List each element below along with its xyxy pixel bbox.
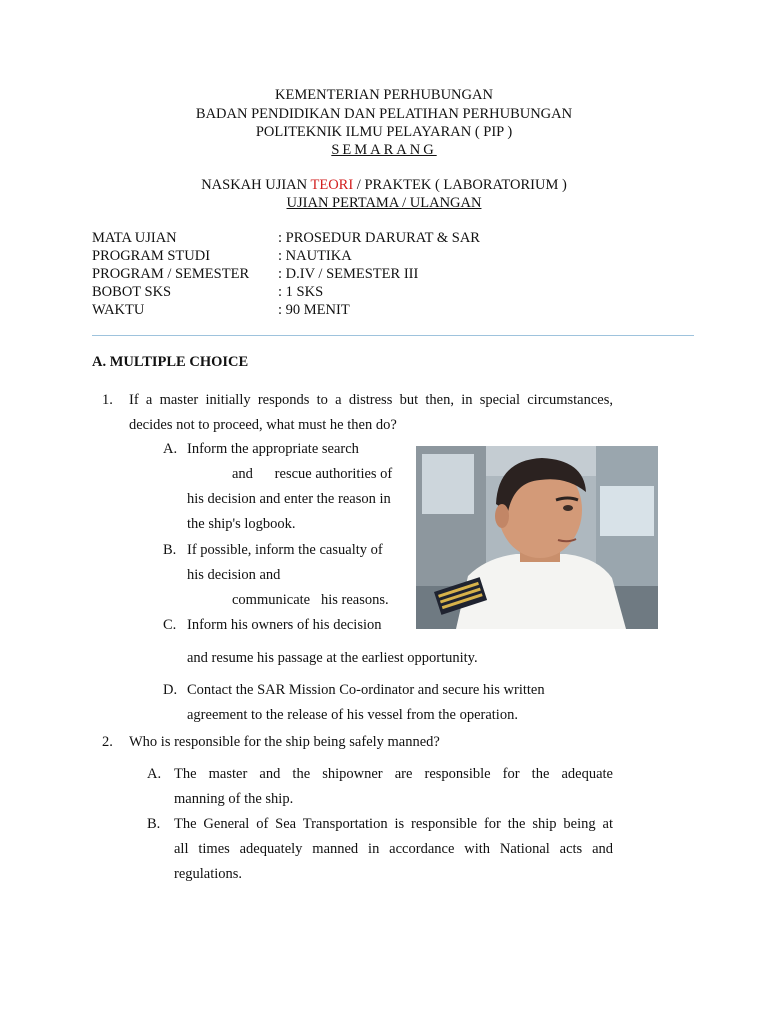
option-letter: C. xyxy=(163,617,177,633)
option-text: Inform his owners of his decision xyxy=(187,617,382,633)
city-name: SEMARANG xyxy=(331,142,437,158)
option-letter: A. xyxy=(147,766,162,782)
question-number: 2. xyxy=(102,734,113,750)
question-text: decides not to proceed, what must he then do? xyxy=(129,417,397,433)
question-number: 1. xyxy=(102,392,113,408)
exam-title-highlight: TEORI xyxy=(310,177,354,193)
option-text: and rescue authorities of xyxy=(232,466,393,482)
info-row xyxy=(92,283,480,301)
question-text: Who is responsible for the ship being safely manned? xyxy=(129,734,440,750)
info-row xyxy=(92,229,480,247)
section-title: A. MULTIPLE CHOICE xyxy=(92,354,249,370)
info-value: : PROSEDUR DARURAT & SAR xyxy=(278,230,480,246)
option-text: the ship's logbook. xyxy=(187,516,296,532)
institution-name: POLITEKNIK ILMU PELAYARAN ( PIP ) xyxy=(255,124,513,140)
divider xyxy=(92,335,694,336)
option-text: all times adequately manned in accordance with National acts and xyxy=(174,841,613,857)
option-letter: B. xyxy=(163,542,177,558)
question-text: If a master initially responds to a distress but then, in special circumstances, xyxy=(129,392,613,408)
option-letter: D. xyxy=(163,682,178,698)
officer-illustration xyxy=(416,446,658,629)
info-key: BOBOT SKS xyxy=(92,284,172,300)
info-row xyxy=(92,265,480,283)
exam-subtitle-line xyxy=(0,194,768,213)
option-text: and resume his passage at the earliest opportunity. xyxy=(187,650,478,666)
option-text: The master and the shipowner are responsible for the adequate xyxy=(174,766,613,782)
info-value: : D.IV / SEMESTER III xyxy=(278,266,419,282)
city-line xyxy=(0,141,768,160)
exam-title xyxy=(0,176,768,195)
info-value: : 1 SKS xyxy=(278,284,324,300)
info-row xyxy=(92,301,480,319)
agency-name: BADAN PENDIDIKAN DAN PELATIHAN PERHUBUNGAN xyxy=(195,106,573,122)
option-text: If possible, inform the casualty of xyxy=(187,542,383,558)
option-text: communicate his reasons. xyxy=(232,592,389,608)
info-key: MATA UJIAN xyxy=(92,230,177,246)
option-text: agreement to the release of his vessel from the operation. xyxy=(187,707,518,723)
option-letter: A. xyxy=(163,441,178,457)
ministry-name: KEMENTERIAN PERHUBUNGAN xyxy=(275,87,493,103)
option-text: manning of the ship. xyxy=(174,791,294,807)
option-letter: B. xyxy=(147,816,161,832)
option-text: his decision and enter the reason in xyxy=(187,491,391,507)
option-text: The General of Sea Transportation is responsible for the ship being at xyxy=(174,816,613,832)
exam-info xyxy=(92,229,480,319)
info-key: WAKTU xyxy=(92,302,145,318)
option-text: his decision and xyxy=(187,567,281,583)
exam-title-prefix: NASKAH UJIAN xyxy=(201,177,311,193)
info-key: PROGRAM STUDI xyxy=(92,248,211,264)
info-value: : 90 MENIT xyxy=(278,302,350,318)
exam-subtitle: UJIAN PERTAMA / ULANGAN xyxy=(286,195,482,211)
option-text: Contact the SAR Mission Co-ordinator and secure his written xyxy=(187,682,545,698)
ship-officer-photo xyxy=(416,446,658,629)
info-key: PROGRAM / SEMESTER xyxy=(92,266,250,282)
option-text: regulations. xyxy=(174,866,243,882)
exam-title-suffix: / PRAKTEK ( LABORATORIUM ) xyxy=(353,177,567,193)
info-value: : NAUTIKA xyxy=(278,248,352,264)
option-text: Inform the appropriate search xyxy=(187,441,359,457)
info-row xyxy=(92,247,480,265)
